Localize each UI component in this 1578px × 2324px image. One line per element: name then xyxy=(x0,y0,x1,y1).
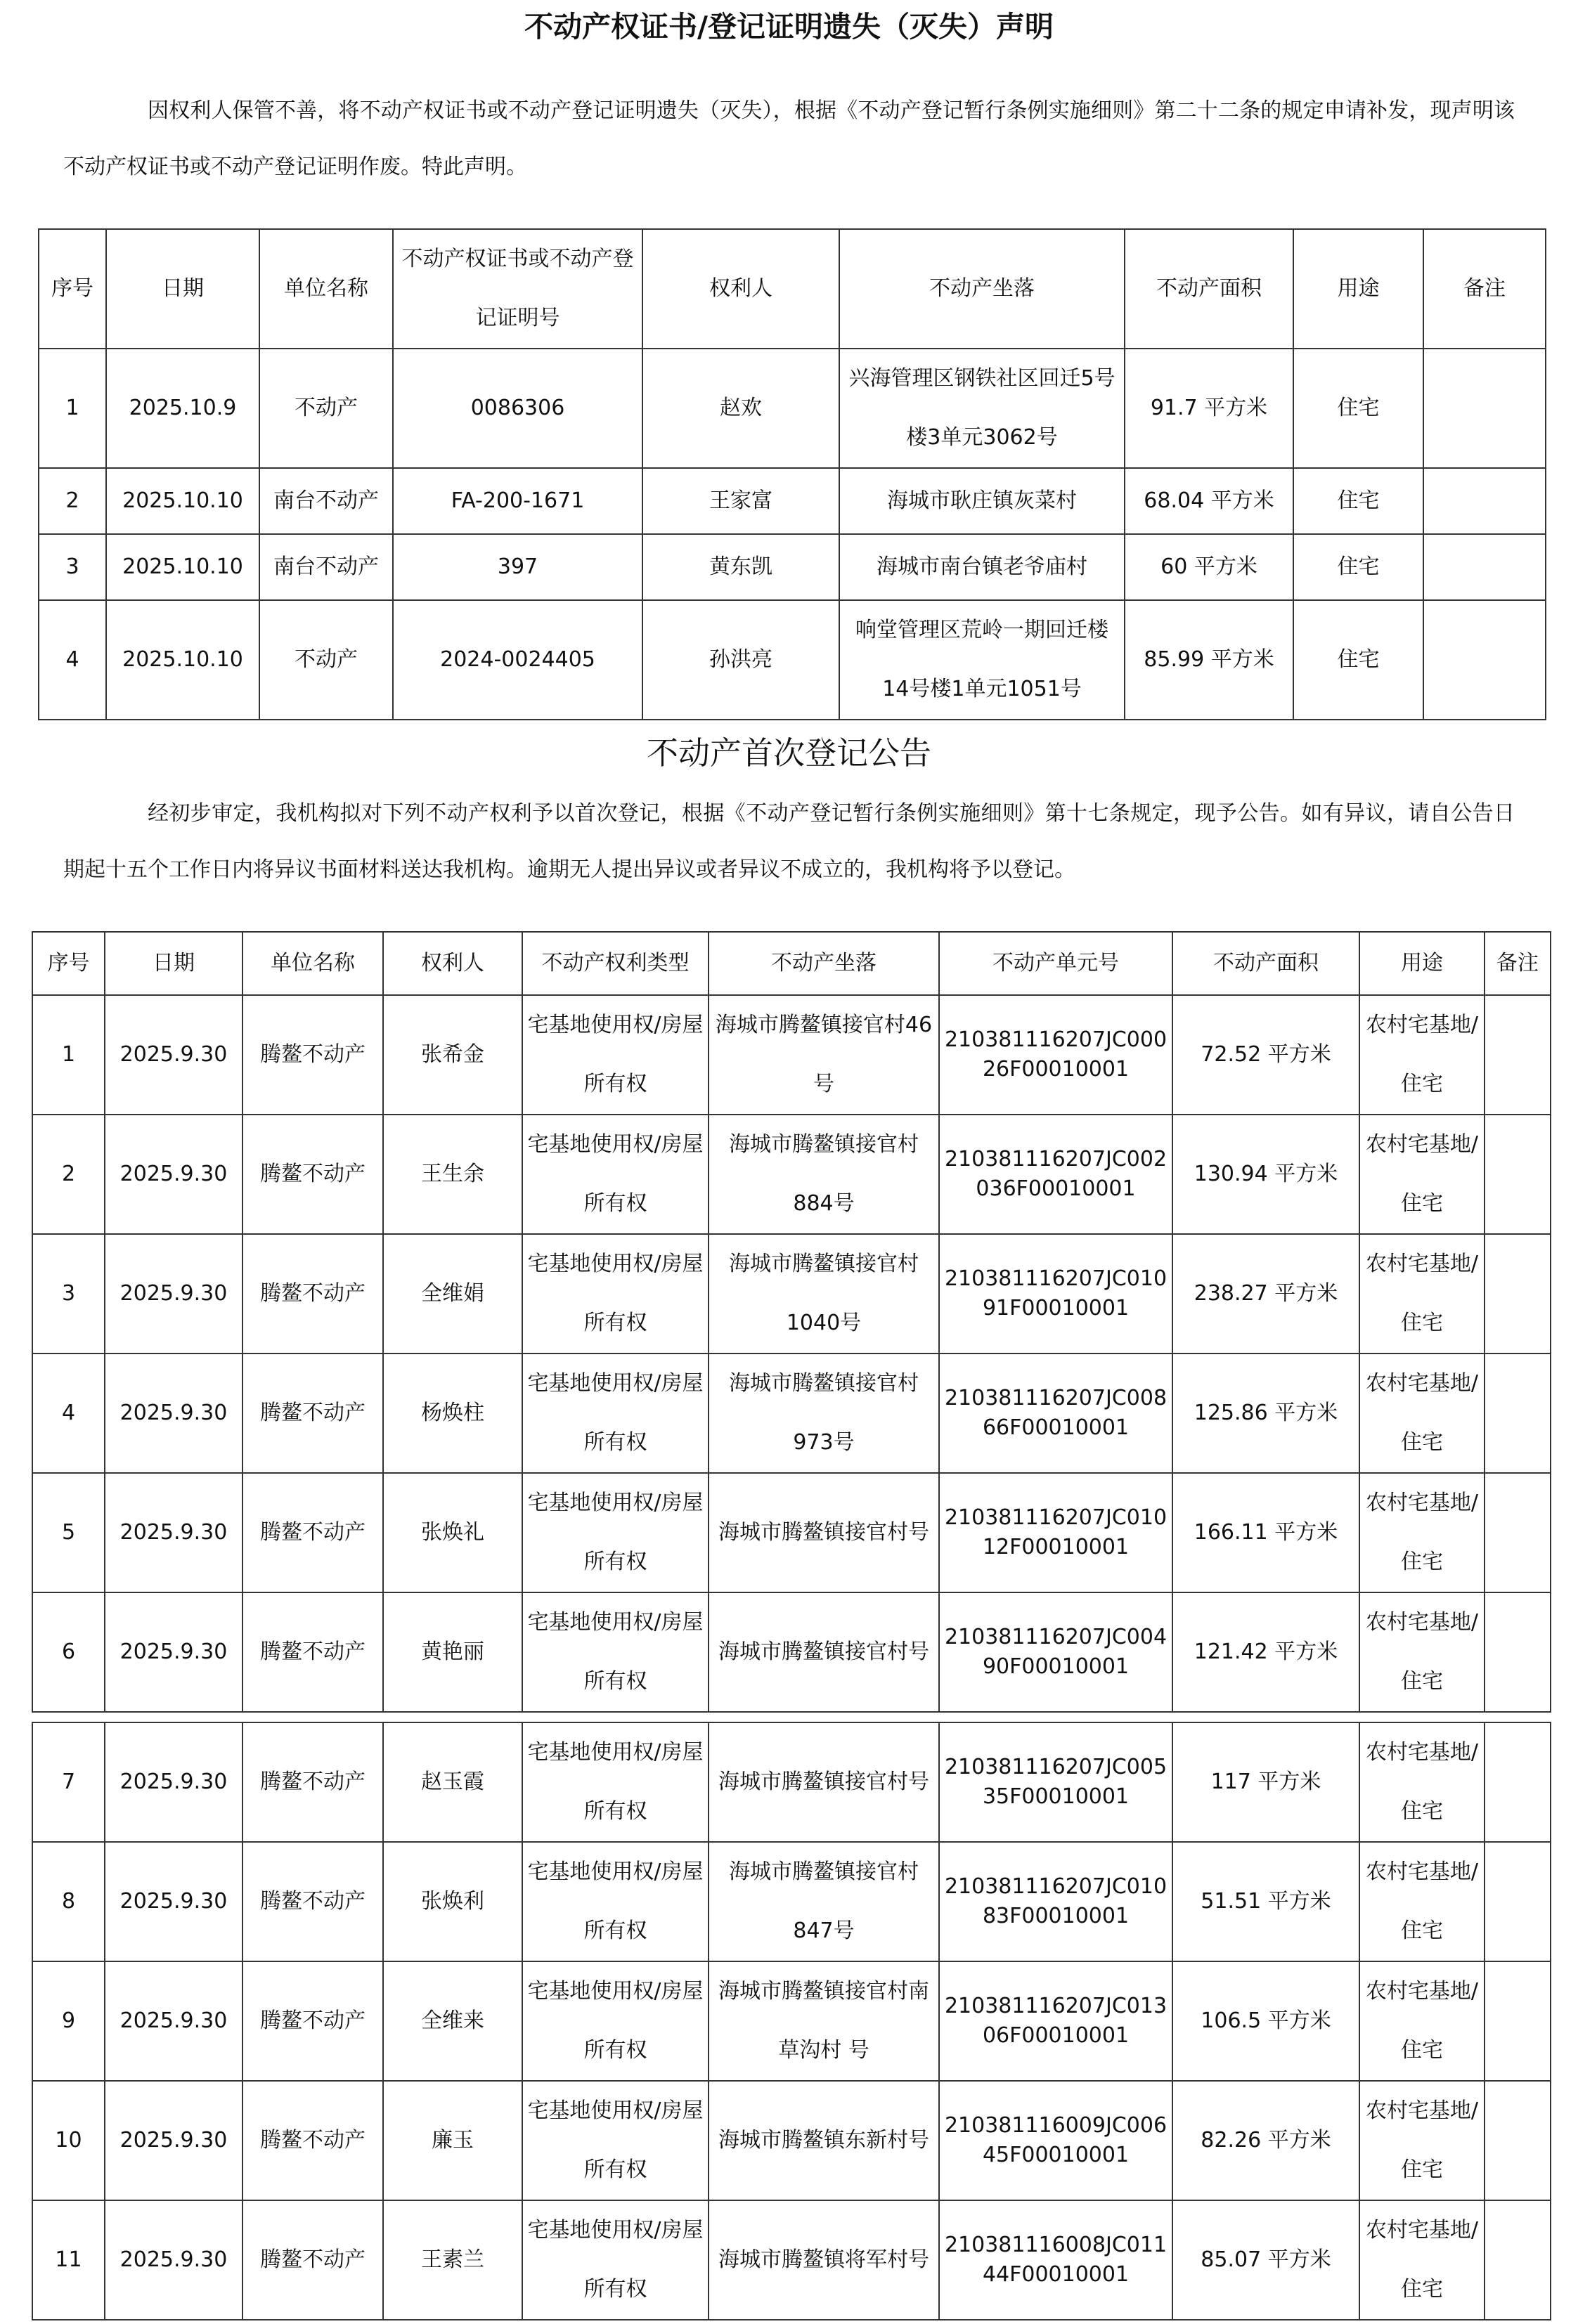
table-row xyxy=(39,468,1546,534)
cell-use: 农村宅基地/住宅 xyxy=(1359,1592,1485,1712)
cell-holder: 张希金 xyxy=(383,995,522,1115)
cell-note xyxy=(1485,1234,1551,1353)
cell-date: 2025.9.30 xyxy=(105,1115,242,1234)
cell-use: 农村宅基地/住宅 xyxy=(1359,2081,1485,2200)
first-registration-paragraph: 经初步审定，我机构拟对下列不动产权利予以首次登记，根据《不动产登记暂行条例实施细则》第十七条规定，现予公告。如有异议，请自公告日期起十五个工作日内将异议书面材料送达我机构。逾期无人提出异议或者异议不成立的，我机构将予以登记。 xyxy=(63,801,1515,882)
cell-holder: 赵玉霞 xyxy=(383,1722,522,1842)
cell-area: 106.5 平方米 xyxy=(1172,1961,1359,2081)
cell-type: 宅基地使用权/房屋所有权 xyxy=(522,1592,709,1712)
cell-use: 农村宅基地/住宅 xyxy=(1359,2200,1485,2320)
cell-no: 9 xyxy=(32,1961,105,2081)
header-cell: 单位名称 xyxy=(242,932,383,995)
cell-use: 农村宅基地/住宅 xyxy=(1359,1234,1485,1353)
cell-unit-no: 210381116008JC01144F00010001 xyxy=(939,2200,1172,2320)
cell-area: 68.04 平方米 xyxy=(1125,468,1293,534)
cell-date: 2025.10.10 xyxy=(106,600,259,720)
table-row xyxy=(32,1115,1551,1234)
cell-area: 166.11 平方米 xyxy=(1172,1473,1359,1592)
cell-use: 住宅 xyxy=(1293,600,1423,720)
cell-unit-no: 210381116207JC01012F00010001 xyxy=(939,1473,1172,1592)
cell-note xyxy=(1423,534,1546,600)
header-cell: 不动产权证书或不动产登记证明号 xyxy=(393,229,642,349)
table-row xyxy=(32,1234,1551,1353)
header-cell: 不动产面积 xyxy=(1172,932,1359,995)
header-cell: 日期 xyxy=(106,229,259,349)
cell-location: 海城市腾鳌镇接官村号 xyxy=(709,1592,939,1712)
cell-holder: 王素兰 xyxy=(383,2200,522,2320)
cell-use: 农村宅基地/住宅 xyxy=(1359,1353,1485,1473)
cell-holder: 张焕礼 xyxy=(383,1473,522,1592)
cell-unit-no: 210381116207JC00026F00010001 xyxy=(939,995,1172,1115)
cell-no: 3 xyxy=(39,534,106,600)
cell-date: 2025.9.30 xyxy=(105,1961,242,2081)
cell-location: 海城市腾鳌镇接官村号 xyxy=(709,1722,939,1842)
cell-location: 兴海管理区钢铁社区回迁5号楼3单元3062号 xyxy=(839,349,1125,468)
cell-no: 5 xyxy=(32,1473,105,1592)
cell-unit: 腾鳌不动产 xyxy=(242,1115,383,1234)
cell-use: 农村宅基地/住宅 xyxy=(1359,1722,1485,1842)
table-header-row xyxy=(32,932,1551,995)
cell-unit: 腾鳌不动产 xyxy=(242,1842,383,1961)
cell-location: 海城市腾鳌镇接官村号 xyxy=(709,1473,939,1592)
header-cell: 日期 xyxy=(105,932,242,995)
cell-no: 1 xyxy=(32,995,105,1115)
table-row xyxy=(32,1473,1551,1592)
first-registration-title: 不动产首次登记公告 xyxy=(646,734,931,772)
cell-unit: 腾鳌不动产 xyxy=(242,1592,383,1712)
cell-date: 2025.9.30 xyxy=(105,1353,242,1473)
cell-date: 2025.9.30 xyxy=(105,1842,242,1961)
table-row xyxy=(39,600,1546,720)
cell-no: 2 xyxy=(32,1115,105,1234)
cell-no: 4 xyxy=(39,600,106,720)
cell-unit: 腾鳌不动产 xyxy=(242,1961,383,2081)
header-cell: 序号 xyxy=(39,229,106,349)
cell-unit: 腾鳌不动产 xyxy=(242,1234,383,1353)
cell-note xyxy=(1485,2200,1551,2320)
cell-note xyxy=(1423,349,1546,468)
cell-unit: 腾鳌不动产 xyxy=(242,2200,383,2320)
cell-note xyxy=(1485,1353,1551,1473)
header-cell: 权利人 xyxy=(642,229,839,349)
header-cell: 序号 xyxy=(32,932,105,995)
table-row xyxy=(32,1592,1551,1712)
cell-note xyxy=(1485,1842,1551,1961)
cell-unit: 不动产 xyxy=(259,349,393,468)
cell-unit-no: 210381116207JC01306F00010001 xyxy=(939,1961,1172,2081)
table-row xyxy=(32,2081,1551,2200)
cell-holder: 赵欢 xyxy=(642,349,839,468)
cell-unit: 南台不动产 xyxy=(259,534,393,600)
loss-notice-table xyxy=(38,228,1546,720)
cell-note xyxy=(1485,1473,1551,1592)
cell-area: 82.26 平方米 xyxy=(1172,2081,1359,2200)
cell-no: 7 xyxy=(32,1722,105,1842)
registration-table-part1 xyxy=(32,931,1551,1713)
cell-type: 宅基地使用权/房屋所有权 xyxy=(522,2081,709,2200)
cell-holder: 孙洪亮 xyxy=(642,600,839,720)
cell-unit: 不动产 xyxy=(259,600,393,720)
cell-area: 121.42 平方米 xyxy=(1172,1592,1359,1712)
cell-cert: 0086306 xyxy=(393,349,642,468)
cell-area: 238.27 平方米 xyxy=(1172,1234,1359,1353)
header-cell: 不动产单元号 xyxy=(939,932,1172,995)
header-cell: 不动产权利类型 xyxy=(522,932,709,995)
cell-type: 宅基地使用权/房屋所有权 xyxy=(522,1353,709,1473)
cell-date: 2025.9.30 xyxy=(105,2081,242,2200)
cell-use: 农村宅基地/住宅 xyxy=(1359,995,1485,1115)
cell-location: 海城市腾鳌镇接官村46号 xyxy=(709,995,939,1115)
table-row xyxy=(39,534,1546,600)
cell-note xyxy=(1485,1961,1551,2081)
cell-unit: 腾鳌不动产 xyxy=(242,2081,383,2200)
header-cell: 用途 xyxy=(1293,229,1423,349)
cell-unit: 腾鳌不动产 xyxy=(242,995,383,1115)
cell-date: 2025.9.30 xyxy=(105,995,242,1115)
cell-use: 农村宅基地/住宅 xyxy=(1359,1842,1485,1961)
header-cell: 备注 xyxy=(1485,932,1551,995)
table-row xyxy=(32,1722,1551,1842)
header-cell: 单位名称 xyxy=(259,229,393,349)
registration-table-part2 xyxy=(32,1722,1551,2320)
cell-holder: 廉玉 xyxy=(383,2081,522,2200)
cell-no: 10 xyxy=(32,2081,105,2200)
cell-area: 51.51 平方米 xyxy=(1172,1842,1359,1961)
cell-location: 海城市腾鳌镇接官村847号 xyxy=(709,1842,939,1961)
cell-unit: 南台不动产 xyxy=(259,468,393,534)
table-row xyxy=(32,1961,1551,2081)
cell-no: 3 xyxy=(32,1234,105,1353)
cell-date: 2025.10.10 xyxy=(106,534,259,600)
cell-date: 2025.9.30 xyxy=(105,2200,242,2320)
cell-cert: 2024-0024405 xyxy=(393,600,642,720)
cell-note xyxy=(1485,1722,1551,1842)
cell-location: 海城市南台镇老爷庙村 xyxy=(839,534,1125,600)
header-cell: 备注 xyxy=(1423,229,1546,349)
cell-no: 6 xyxy=(32,1592,105,1712)
cell-unit-no: 210381116207JC00490F00010001 xyxy=(939,1592,1172,1712)
cell-use: 农村宅基地/住宅 xyxy=(1359,1473,1485,1592)
cell-type: 宅基地使用权/房屋所有权 xyxy=(522,1115,709,1234)
cell-date: 2025.9.30 xyxy=(105,1234,242,1353)
cell-unit-no: 210381116207JC01091F00010001 xyxy=(939,1234,1172,1353)
cell-location: 海城市腾鳌镇东新村号 xyxy=(709,2081,939,2200)
cell-holder: 杨焕柱 xyxy=(383,1353,522,1473)
table-row xyxy=(32,2200,1551,2320)
cell-area: 125.86 平方米 xyxy=(1172,1353,1359,1473)
cell-no: 1 xyxy=(39,349,106,468)
cell-date: 2025.10.10 xyxy=(106,468,259,534)
cell-unit: 腾鳌不动产 xyxy=(242,1473,383,1592)
table-header-row xyxy=(39,229,1546,349)
header-cell: 不动产坐落 xyxy=(839,229,1125,349)
cell-type: 宅基地使用权/房屋所有权 xyxy=(522,1722,709,1842)
cell-type: 宅基地使用权/房屋所有权 xyxy=(522,1473,709,1592)
cell-note xyxy=(1485,1592,1551,1712)
cell-use: 农村宅基地/住宅 xyxy=(1359,1961,1485,2081)
cell-type: 宅基地使用权/房屋所有权 xyxy=(522,1234,709,1353)
table-row xyxy=(32,1353,1551,1473)
cell-no: 11 xyxy=(32,2200,105,2320)
cell-type: 宅基地使用权/房屋所有权 xyxy=(522,2200,709,2320)
cell-unit-no: 210381116207JC00535F00010001 xyxy=(939,1722,1172,1842)
cell-use: 住宅 xyxy=(1293,534,1423,600)
cell-type: 宅基地使用权/房屋所有权 xyxy=(522,1842,709,1961)
loss-notice-paragraph: 因权利人保管不善，将不动产权证书或不动产登记证明遗失（灭失），根据《不动产登记暂行条例实施细则》第二十二条的规定申请补发，现声明该不动产权证书或不动产登记证明作废。特此声明。 xyxy=(63,98,1515,179)
cell-area: 130.94 平方米 xyxy=(1172,1115,1359,1234)
cell-area: 91.7 平方米 xyxy=(1125,349,1293,468)
cell-location: 海城市腾鳌镇接官村884号 xyxy=(709,1115,939,1234)
cell-use: 农村宅基地/住宅 xyxy=(1359,1115,1485,1234)
cell-no: 4 xyxy=(32,1353,105,1473)
cell-date: 2025.9.30 xyxy=(105,1722,242,1842)
cell-use: 住宅 xyxy=(1293,349,1423,468)
cell-use: 住宅 xyxy=(1293,468,1423,534)
cell-no: 2 xyxy=(39,468,106,534)
cell-location: 海城市腾鳌镇接官村1040号 xyxy=(709,1234,939,1353)
cell-cert: 397 xyxy=(393,534,642,600)
cell-date: 2025.9.30 xyxy=(105,1592,242,1712)
cell-area: 72.52 平方米 xyxy=(1172,995,1359,1115)
cell-unit-no: 210381116009JC00645F00010001 xyxy=(939,2081,1172,2200)
cell-type: 宅基地使用权/房屋所有权 xyxy=(522,995,709,1115)
cell-holder: 王生余 xyxy=(383,1115,522,1234)
cell-note xyxy=(1485,1115,1551,1234)
table-row xyxy=(32,995,1551,1115)
header-cell: 用途 xyxy=(1359,932,1485,995)
header-cell: 不动产面积 xyxy=(1125,229,1293,349)
table-row xyxy=(39,349,1546,468)
cell-location: 海城市腾鳌镇将军村号 xyxy=(709,2200,939,2320)
cell-area: 117 平方米 xyxy=(1172,1722,1359,1842)
cell-unit: 腾鳌不动产 xyxy=(242,1353,383,1473)
table-row xyxy=(32,1842,1551,1961)
cell-holder: 王家富 xyxy=(642,468,839,534)
cell-area: 60 平方米 xyxy=(1125,534,1293,600)
cell-holder: 黄东凯 xyxy=(642,534,839,600)
cell-holder: 张焕利 xyxy=(383,1842,522,1961)
header-cell: 权利人 xyxy=(383,932,522,995)
cell-no: 8 xyxy=(32,1842,105,1961)
cell-type: 宅基地使用权/房屋所有权 xyxy=(522,1961,709,2081)
cell-date: 2025.9.30 xyxy=(105,1473,242,1592)
cell-note xyxy=(1423,600,1546,720)
loss-notice-title: 不动产权证书/登记证明遗失（灭失）声明 xyxy=(524,10,1054,44)
cell-unit-no: 210381116207JC002036F00010001 xyxy=(939,1115,1172,1234)
cell-note xyxy=(1423,468,1546,534)
cell-holder: 黄艳丽 xyxy=(383,1592,522,1712)
cell-unit-no: 210381116207JC01083F00010001 xyxy=(939,1842,1172,1961)
cell-date: 2025.10.9 xyxy=(106,349,259,468)
cell-location: 响堂管理区荒岭一期回迁楼14号楼1单元1051号 xyxy=(839,600,1125,720)
cell-location: 海城市腾鳌镇接官村973号 xyxy=(709,1353,939,1473)
cell-unit: 腾鳌不动产 xyxy=(242,1722,383,1842)
cell-location: 海城市耿庄镇灰菜村 xyxy=(839,468,1125,534)
header-cell: 不动产坐落 xyxy=(709,932,939,995)
cell-holder: 全维娟 xyxy=(383,1234,522,1353)
cell-note xyxy=(1485,2081,1551,2200)
cell-location: 海城市腾鳌镇接官村南草沟村 号 xyxy=(709,1961,939,2081)
cell-area: 85.07 平方米 xyxy=(1172,2200,1359,2320)
cell-area: 85.99 平方米 xyxy=(1125,600,1293,720)
cell-cert: FA-200-1671 xyxy=(393,468,642,534)
cell-holder: 全维来 xyxy=(383,1961,522,2081)
cell-unit-no: 210381116207JC00866F00010001 xyxy=(939,1353,1172,1473)
cell-note xyxy=(1485,995,1551,1115)
